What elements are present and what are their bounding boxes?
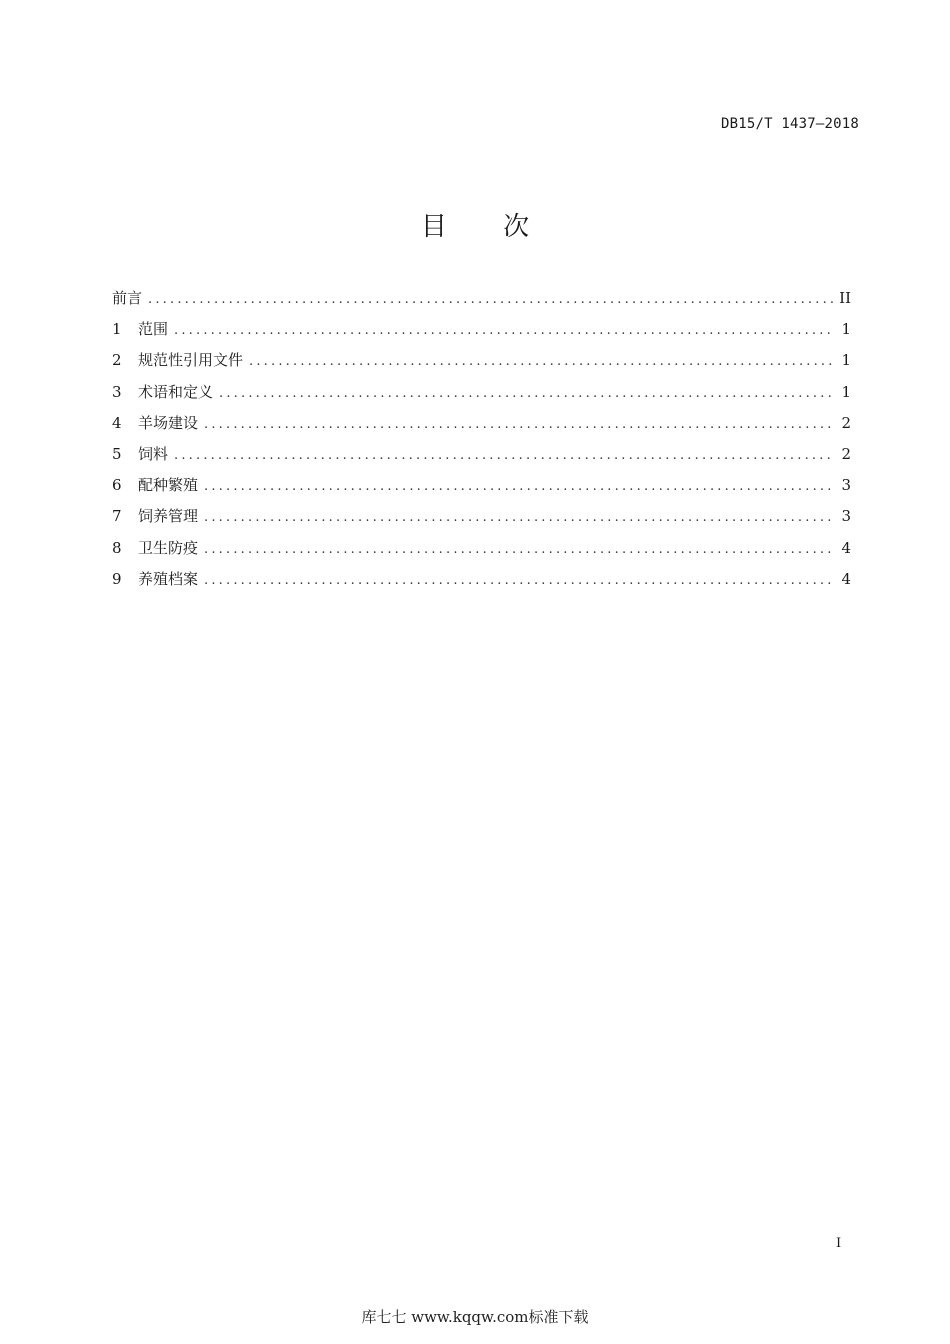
toc-entry-normative-references[interactable] — [112, 348, 851, 379]
toc-entry-number: 3 — [112, 382, 122, 401]
toc-entry-label: 饲料 — [138, 444, 169, 463]
toc-entry-number: 6 — [112, 476, 122, 495]
toc-leader-dots — [249, 350, 835, 374]
toc-entry-terms-definitions[interactable] — [112, 380, 851, 411]
toc-leader-dots — [204, 506, 835, 530]
toc-entry-epidemic-prevention[interactable] — [112, 536, 851, 567]
toc-entry-number: 7 — [112, 507, 122, 526]
toc-entry-label: 规范性引用文件 — [138, 351, 244, 370]
toc-leader-dots — [204, 569, 835, 593]
toc-entry-number: 2 — [112, 351, 122, 370]
toc-entry-number: 8 — [112, 538, 122, 557]
toc-entry-label: 前言 — [112, 289, 143, 307]
toc-entry-label: 配种繁殖 — [138, 476, 199, 495]
toc-leader-dots — [204, 475, 835, 499]
toc-entry-page: 3 — [841, 507, 851, 526]
toc-leader-dots — [174, 444, 835, 468]
toc-entry-page: 2 — [841, 444, 851, 463]
toc-entry-page: 2 — [841, 413, 851, 432]
toc-entry-scope[interactable] — [112, 317, 851, 348]
toc-entry-breeding-records[interactable] — [112, 567, 851, 598]
toc-entry-label: 术语和定义 — [138, 382, 214, 401]
toc-entry-feeding-management[interactable] — [112, 504, 851, 535]
toc-leader-dots — [204, 413, 835, 437]
toc-entry-number: 4 — [112, 413, 122, 432]
toc-entry-breeding[interactable] — [112, 473, 851, 504]
toc-entry-page: 1 — [841, 351, 851, 370]
toc-entry-page: II — [839, 289, 851, 307]
toc-entry-farm-construction[interactable] — [112, 411, 851, 442]
page-title: 目 次 — [420, 212, 554, 242]
toc-entry-page: 4 — [841, 569, 851, 588]
toc-leader-dots — [219, 382, 835, 406]
toc-leader-dots — [148, 288, 833, 312]
toc-entry-foreword[interactable] — [112, 286, 851, 317]
toc-entry-number: 5 — [112, 444, 122, 463]
toc-leader-dots — [204, 538, 835, 562]
toc-entry-page: 1 — [841, 320, 851, 339]
document-code: DB15/T 1437—2018 — [720, 116, 859, 132]
toc-entry-label: 饲养管理 — [138, 507, 199, 526]
toc-leader-dots — [174, 319, 835, 343]
toc-entry-number: 9 — [112, 569, 122, 588]
toc-entry-label: 范围 — [138, 320, 169, 339]
table-of-contents — [112, 286, 851, 598]
download-watermark: 库七七 www.kqqw.com标准下载 — [361, 1308, 589, 1326]
toc-entry-number: 1 — [112, 320, 122, 339]
toc-entry-feed[interactable] — [112, 442, 851, 473]
toc-entry-label: 卫生防疫 — [138, 538, 199, 557]
toc-entry-page: 1 — [841, 382, 851, 401]
page-number: I — [836, 1236, 842, 1251]
toc-entry-label: 养殖档案 — [138, 569, 199, 588]
toc-entry-page: 4 — [841, 538, 851, 557]
toc-entry-label: 羊场建设 — [138, 413, 199, 432]
toc-entry-page: 3 — [841, 476, 851, 495]
